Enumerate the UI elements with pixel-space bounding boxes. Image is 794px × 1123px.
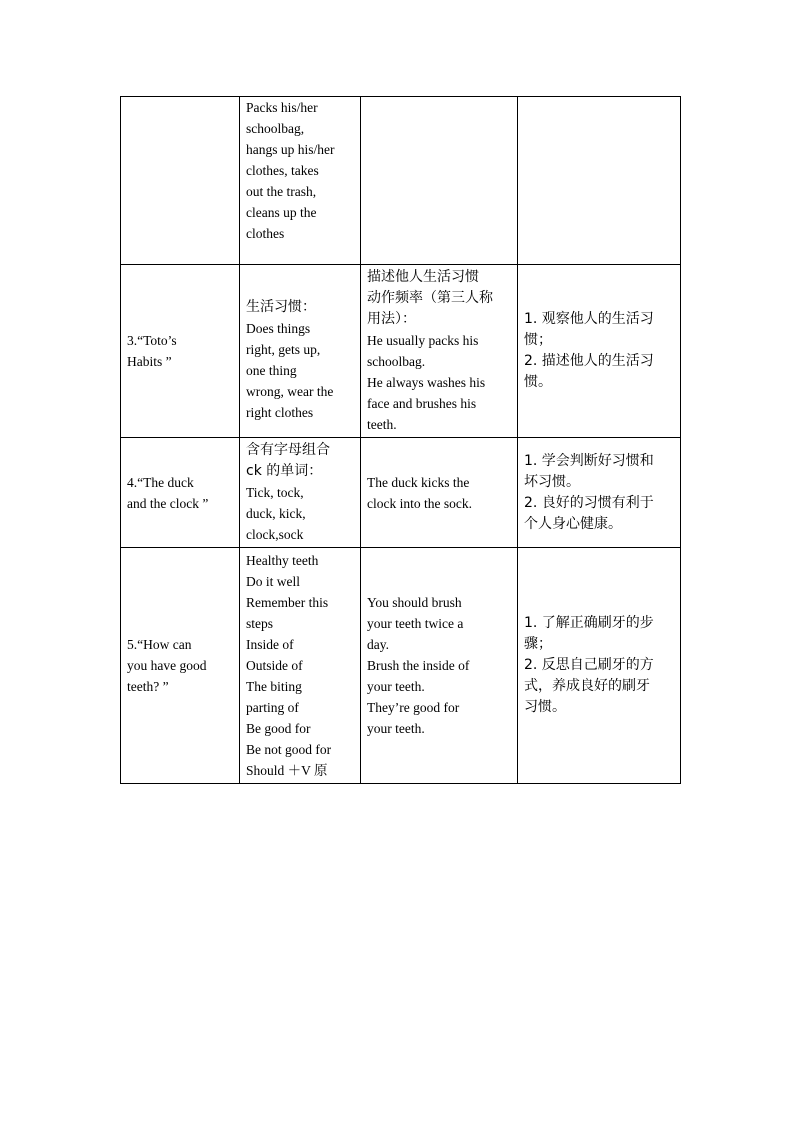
goals-cell (518, 438, 681, 548)
text-line: 3.“Toto’s (127, 333, 177, 348)
text-line: your teeth twice a (367, 616, 464, 631)
text-line: Do it well (246, 574, 300, 589)
text-line: schoolbag. (367, 354, 426, 369)
text-line: Be not good for (246, 742, 332, 757)
text-line: 坏习惯。 (524, 473, 580, 490)
text-line: ck 的单词： (246, 463, 323, 479)
text-line: and the clock ” (127, 495, 209, 511)
text-line: You should brush (367, 595, 462, 610)
text-line: teeth. (367, 417, 397, 432)
text-line: 含有字母组合 (246, 442, 330, 458)
goals-cell (518, 265, 681, 438)
key-words-cell (240, 438, 361, 548)
text-line: clock into the sock. (367, 495, 472, 511)
text-line: you have good (127, 658, 207, 673)
text-line: 动作频率（第三人称 (367, 290, 493, 306)
text-line: Packs his/her (246, 100, 318, 115)
key-sentences-cell (361, 548, 518, 784)
text-line: 用法）： (367, 311, 416, 327)
text-line: Outside of (246, 658, 303, 673)
text-line: The duck kicks the (367, 474, 470, 490)
text-line: cleans up the (246, 205, 317, 220)
table-row (121, 97, 681, 265)
text-line: 5.“How can (127, 637, 192, 652)
text-line: Be good for (246, 721, 311, 736)
key-words-cell (240, 548, 361, 784)
text-line: They’re good for (367, 700, 460, 715)
text-line: your teeth. (367, 721, 425, 736)
text-line: clothes (246, 226, 285, 241)
text-line: The biting (246, 679, 302, 694)
key-sentences-cell (361, 438, 518, 548)
text-line: out the trash, (246, 184, 317, 199)
text-line: 2. 良好的习惯有利于 (524, 494, 654, 511)
text-line: Remember this (246, 595, 329, 610)
table-row (121, 548, 681, 784)
text-line: 描述他人生活习惯 (367, 269, 479, 285)
text-line: day. (367, 637, 389, 652)
text-line: right, gets up, (246, 342, 321, 357)
text-line: Habits ” (127, 354, 172, 369)
text-line: 2. 反思自己刷牙的方 (524, 657, 654, 673)
table-row (121, 438, 681, 548)
text-line: right clothes (246, 405, 314, 420)
text-line: He usually packs his (367, 333, 479, 348)
text-line: face and brushes his (367, 396, 477, 411)
text-line: 习惯。 (524, 699, 566, 715)
text-line: Should ＋V 原 (246, 763, 328, 778)
text-line: one thing (246, 363, 297, 378)
text-line: clock,sock (246, 527, 304, 542)
text-line: 1. 了解正确刷牙的步 (524, 615, 654, 631)
text-line: clothes, takes (246, 163, 319, 178)
text-line: Tick, tock, (246, 485, 304, 500)
text-line: 骤； (524, 636, 552, 652)
text-line: schoolbag, (246, 121, 305, 136)
key-sentences-cell (361, 265, 518, 438)
text-line: parting of (246, 700, 299, 715)
lesson-table (120, 96, 681, 784)
text-line: teeth? ” (127, 679, 169, 694)
goals-cell (518, 548, 681, 784)
text-line: Brush the inside of (367, 658, 470, 673)
text-line: Inside of (246, 637, 294, 652)
table-row (121, 265, 681, 438)
goals-cell (518, 97, 681, 265)
text-line: steps (246, 616, 273, 631)
text-line: hangs up his/her (246, 142, 335, 157)
text-line: duck, kick, (246, 506, 306, 521)
text-line: 惯； (524, 332, 552, 348)
text-line: Does things (246, 321, 311, 336)
text-line: your teeth. (367, 679, 425, 694)
lesson-title-cell (121, 97, 240, 265)
lesson-title-cell (121, 438, 240, 548)
key-sentences-cell (361, 97, 518, 265)
text-line: He always washes his (367, 375, 486, 390)
text-line: 4.“The duck (127, 474, 194, 490)
text-line: 式，养成良好的刷牙 (524, 678, 650, 694)
text-line: 1. 观察他人的生活习 (524, 311, 654, 327)
text-line: 惯。 (524, 374, 552, 390)
text-line: 生活习惯： (246, 299, 316, 315)
text-line: 个人身心健康。 (524, 515, 622, 532)
text-line: 1. 学会判断好习惯和 (524, 452, 654, 469)
text-line: wrong, wear the (246, 384, 334, 399)
key-words-cell (240, 97, 361, 265)
key-words-cell (240, 265, 361, 438)
lesson-title-cell (121, 548, 240, 784)
text-line: Healthy teeth (246, 553, 319, 568)
lesson-title-cell (121, 265, 240, 438)
text-line: 2. 描述他人的生活习 (524, 353, 654, 369)
